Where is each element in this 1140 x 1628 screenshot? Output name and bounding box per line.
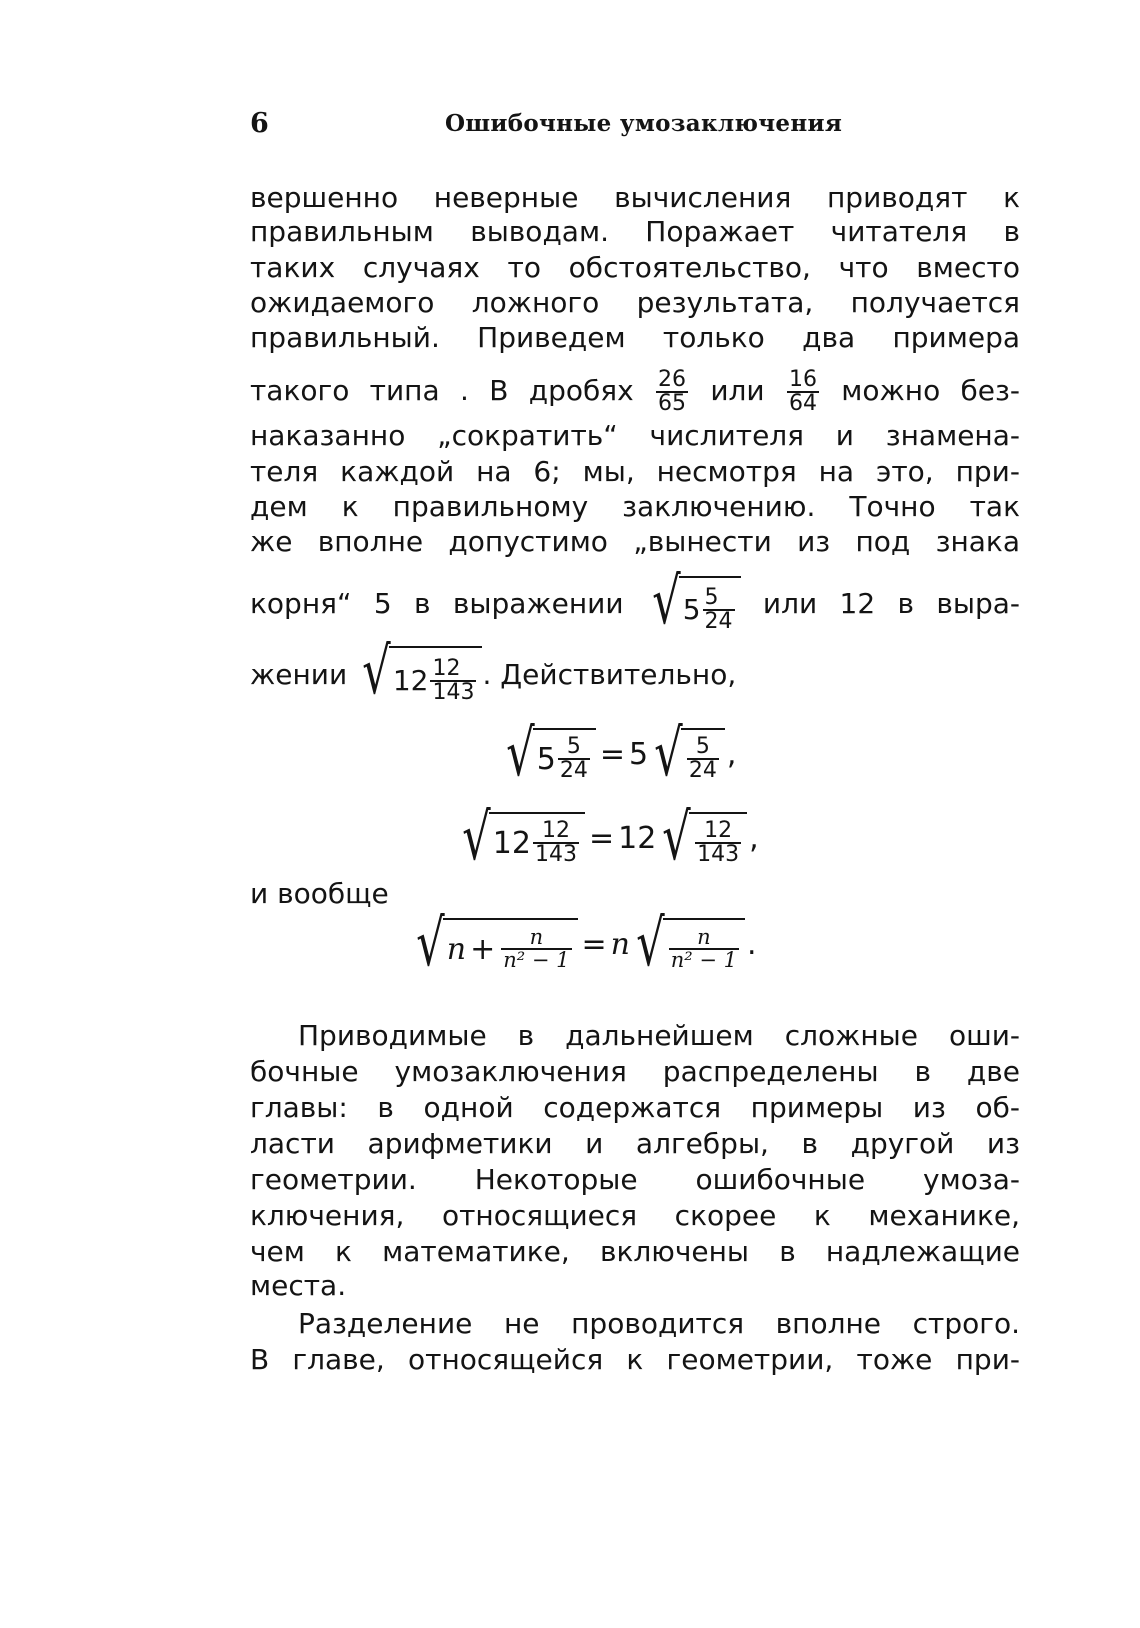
radical bbox=[630, 907, 745, 981]
text-run: можно без- bbox=[841, 374, 1021, 407]
text-line: геометрии. Некоторые ошибочные умоза- bbox=[250, 1163, 1020, 1196]
fraction bbox=[687, 736, 719, 782]
whole-part: 5 bbox=[682, 593, 701, 626]
text-line-with-radical bbox=[250, 635, 1020, 709]
display-equation bbox=[410, 907, 757, 981]
text-line: вершенно неверные вычисления приводят к bbox=[250, 181, 1020, 214]
text-line: ожидаемого ложного результата, получается bbox=[250, 286, 1020, 319]
text-line: дем к правильному заключению. Точно так bbox=[250, 490, 1020, 523]
text-run: корня“ 5 в выражении bbox=[250, 587, 624, 620]
equals-sign: = bbox=[588, 820, 615, 856]
text-line-with-fractions bbox=[250, 368, 1020, 414]
text-line: бочные умозаключения распределены в две bbox=[250, 1055, 1020, 1088]
radicand bbox=[389, 646, 483, 712]
plus-sign: + bbox=[470, 931, 496, 967]
denominator: 64 bbox=[788, 391, 817, 416]
text-run: такого типа . В дробях bbox=[250, 374, 634, 407]
numerator: 12 bbox=[432, 656, 461, 681]
fraction bbox=[787, 369, 819, 415]
fraction bbox=[430, 658, 476, 704]
radical bbox=[410, 907, 578, 981]
text-run: жении bbox=[250, 658, 348, 691]
text-line: правильным выводам. Поражает читателя в bbox=[250, 215, 1020, 248]
text-line: же вполне допустимо „вынести из под знака bbox=[250, 525, 1020, 558]
radical bbox=[648, 717, 725, 791]
fraction bbox=[656, 369, 688, 415]
radicand bbox=[533, 728, 596, 786]
text-line: наказанно „сократить“ числителя и знамена- bbox=[250, 419, 1020, 452]
radicand bbox=[489, 812, 585, 870]
punctuation: , bbox=[726, 736, 737, 772]
fraction bbox=[501, 927, 571, 971]
radicand bbox=[689, 812, 747, 870]
whole-part: 12 bbox=[492, 825, 531, 861]
radical-sign-icon: √ bbox=[462, 801, 491, 875]
radical-sign-icon: √ bbox=[506, 717, 535, 791]
radicand bbox=[681, 728, 725, 786]
radicand bbox=[663, 918, 745, 976]
text-line: и вообще bbox=[250, 877, 389, 910]
denominator: 143 bbox=[534, 842, 577, 867]
text-line: ключения, относящиеся скорее к механике, bbox=[250, 1199, 1020, 1232]
radical bbox=[656, 801, 747, 875]
radicand bbox=[679, 576, 741, 640]
text-line-with-radical bbox=[250, 565, 1020, 639]
numerator: n bbox=[697, 925, 711, 949]
text-run: . Действительно, bbox=[482, 658, 737, 691]
display-equation bbox=[456, 801, 759, 875]
numerator: 5 bbox=[704, 585, 719, 610]
denominator: 24 bbox=[559, 758, 588, 783]
radical-sign-icon: √ bbox=[362, 635, 391, 709]
text-line: ласти арифметики и алгебры, в другой из bbox=[250, 1127, 1020, 1160]
radical bbox=[500, 717, 596, 791]
denominator: 24 bbox=[704, 609, 733, 634]
radical bbox=[356, 635, 482, 712]
text-line: Разделение не проводится вполне строго. bbox=[298, 1307, 1020, 1340]
radical-sign-icon: √ bbox=[416, 907, 445, 981]
radical bbox=[646, 565, 741, 640]
whole-part: 5 bbox=[536, 741, 556, 777]
radical-sign-icon: √ bbox=[652, 565, 681, 639]
text-line: главы: в одной содержатся примеры из об- bbox=[250, 1091, 1020, 1124]
coefficient: n bbox=[610, 926, 630, 962]
equals-sign: = bbox=[581, 926, 607, 962]
numerator: 12 bbox=[541, 818, 570, 843]
numerator: 26 bbox=[658, 367, 686, 392]
coefficient: 5 bbox=[629, 736, 649, 772]
numerator: 12 bbox=[704, 818, 733, 843]
text-run: или bbox=[710, 374, 765, 407]
numerator: 5 bbox=[695, 734, 710, 759]
fraction bbox=[669, 927, 739, 971]
denominator: n² − 1 bbox=[503, 948, 570, 972]
display-equation bbox=[500, 717, 737, 791]
fraction bbox=[558, 736, 590, 782]
equals-sign: = bbox=[599, 736, 626, 772]
fraction bbox=[695, 820, 741, 866]
radical-sign-icon: √ bbox=[654, 717, 683, 791]
text-line: места. bbox=[250, 1269, 347, 1302]
radicand bbox=[443, 918, 578, 976]
punctuation: , bbox=[749, 820, 759, 856]
radical-sign-icon: √ bbox=[662, 801, 691, 875]
denominator: 143 bbox=[432, 680, 475, 705]
text-line: В главе, относящейся к геометрии, тоже при- bbox=[250, 1343, 1020, 1376]
text-line: правильный. Приведем только два примера bbox=[250, 321, 1020, 354]
text-line: теля каждой на 6; мы, несмотря на это, при- bbox=[250, 455, 1020, 488]
variable: n bbox=[446, 931, 467, 967]
numerator: 16 bbox=[788, 367, 817, 392]
numerator: n bbox=[529, 925, 544, 949]
text-line: таких случаях то обстоятельство, что вместо bbox=[250, 251, 1020, 284]
text-line: Приводимые в дальнейшем сложные оши- bbox=[298, 1019, 1020, 1052]
running-title: Ошибочные умозаключения bbox=[445, 110, 843, 137]
coefficient: 12 bbox=[618, 820, 657, 856]
denominator: 65 bbox=[658, 391, 686, 416]
text-run: или 12 в выра- bbox=[762, 587, 1020, 620]
fraction bbox=[533, 820, 579, 866]
whole-part: 12 bbox=[392, 664, 429, 697]
radical-sign-icon: √ bbox=[636, 907, 665, 981]
running-head bbox=[250, 108, 1020, 148]
fraction bbox=[703, 587, 735, 633]
page-number: 6 bbox=[250, 108, 269, 139]
denominator: n² − 1 bbox=[670, 948, 738, 972]
radical bbox=[456, 801, 585, 875]
numerator: 5 bbox=[566, 734, 581, 759]
text-line: чем к математике, включены в надлежащие bbox=[250, 1235, 1020, 1268]
denominator: 143 bbox=[697, 842, 740, 867]
punctuation: . bbox=[747, 926, 757, 962]
denominator: 24 bbox=[688, 758, 717, 783]
